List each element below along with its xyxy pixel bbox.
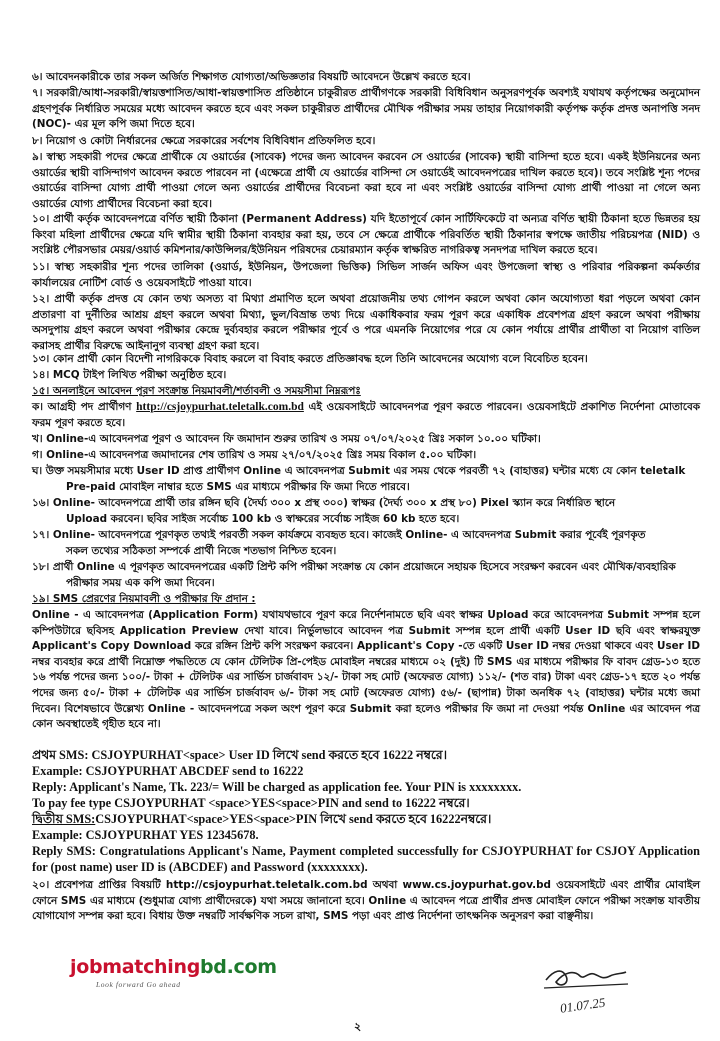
clause-20: ২০। প্রবেশপত্র প্রাপ্তির বিষয়টি http://csjoypurhat.teletalk.com.bd অথবা www.cs.joypurhat.gov.bd ওয়েবসাইটে এবং প্রার্থীর মোবাইল ফোনে SMS এর মাধ্যমে (শুধুমাত্র যোগ্য প্রার্থীদেরকে) যথা সময়ে জানানো হবে। Online এ আবেদন পত্রে প্রার্থীর প্রদত্ত মোবাইল ফোনে পরীক্ষা সংক্রান্ত যাবতীয় যোগাযোগ সম্পন্ন করা হবে। বিধায় উক্ত নম্বরটি সার্বক্ষণিক সচল রাখা, SMS পড়া এবং প্রাপ্ত নির্দেশনা তাৎক্ষনিক অনুসরণ করা বাঞ্ছনীয়। (32, 879, 700, 923)
clause-18: ১৮। প্রার্থী Online এ পূরণকৃত আবেদনপত্রের একটি প্রিন্ট কপি পরীক্ষা সংক্রান্ত যে কোন প্রয়োজনে সহায়ক হিসেবে সংরক্ষণ করবেন এবং মৌখিক/ব্যবহারিক পরীক্ষার সময় এক কপি জমা দিবেন। (32, 561, 676, 589)
clause-16: ১৬। Online- আবেদনপত্রে প্রার্থী তার রঙ্গিন ছবি (দৈর্ঘ্য ৩০০ x প্রস্থ ৩০০) স্বাক্ষর (দৈর্ঘ্য ৩০০ x প্রস্থ ৮০) Pixel স্ক্যান করে নির্ধারিত স্থানে Upload করবেন। ছবির সাইজ সর্বোচ্চ 100 kb ও স্বাক্ষরের সর্বোচ্চ সাইজ 60 kb হতে হবে। (32, 497, 616, 525)
clause-ka-text-b: এই ওয়েবসাইটে আবেদনপত্র পূরণ করতে পারবেন। ওয়েবসাইটে প্রকাশিত নির্দেশনা মোতাবেক ফরম পূরণ করতে হবে। (32, 401, 700, 429)
logo-tagline: Look forward Go ahead (96, 980, 181, 989)
second-sms-text: CSJOYPURHAT<space>YES<space>PIN লিখে send করতে হবে 16222নম্বরে। (95, 812, 492, 826)
signature-date: 01.07.25 (559, 994, 607, 1016)
logo-word-part1: jobmatching (70, 956, 200, 978)
clause-15-gha: ঘ। উক্ত সময়সীমার মধ্যে User ID প্রাপ্ত প্রার্থীগণ Online এ আবেদনপত্র Submit এর সময় থেকে পরবর্তী ৭২ (বাহাত্তর) ঘন্টার মধ্যে যে কোন teletalk Pre-paid মোবাইল নাম্বার হতে SMS এর মাধ্যমে পরীক্ষার ফি জমা দিতে পারবে। (32, 465, 686, 493)
first-sms-instruction: প্রথম SMS: CSJOYPURHAT<space> User ID লিখে send করতে হবে 16222 নম্বরে। (32, 748, 447, 762)
clause-11: ১১। স্বাস্থ্য সহকারীর শূন্য পদের তালিকা (ওয়ার্ড, ইউনিয়ন, উপজেলা ভিত্তিক) সিভিল সার্জন অফিস এবং উপজেলা স্বাস্থ্য ও পরিবার পরিকল্পনা কর্মকর্তার কার্যালয়ের নোটিশ বোর্ড ও ওয়েবসাইটে পাওয়া যাবে। (32, 261, 700, 289)
clause-6: ৬। আবেদনকারীকে তার সকল অর্জিত শিক্ষাগত যোগ্যতা/অভিজ্ঞতার বিষয়টি আবেদনে উল্লেখ করতে হবে। (32, 71, 471, 83)
website-link[interactable]: http://csjoypurhat.teletalk.com.bd (136, 401, 304, 413)
clause-ka-text-a: ক। আগ্রহী পদ প্রার্থীগণ (32, 401, 137, 413)
clause-13: ১৩। কোন প্রার্থী কোন বিদেশী নাগরিককে বিবাহ করলে বা বিবাহ করতে প্রতিজ্ঞাবদ্ধ হলে তিনি আবেদনের অযোগ্য বলে বিবেচিত হবেন। (32, 353, 588, 365)
clause-15-ga: গ। Online-এ আবেদনপত্র জমাদানের শেষ তারিখ ও সময় ২৭/০৭/২০২৫ খ্রিঃ সময় বিকাল ৫.০০ ঘটিকা। (32, 449, 477, 461)
clause-15-kha: খ। Online-এ আবেদনপত্র পূরণ ও আবেদন ফি জমাদান শুরুর তারিখ ও সময় ০৭/০৭/২০২৫ খ্রিঃ সকাল ১০.০০ ঘটিকা। (32, 433, 541, 445)
clause-12: ১২। প্রার্থী কর্তৃক প্রদত্ত যে কোন তথ্য অসত্য বা মিথ্যা প্রমাণিত হলে অথবা প্রয়োজনীয় তথ্য গোপন করলে অথবা কোন অযোগ্যতা ধরা পড়লে অথবা কোন প্রতারণা বা দুর্নীতির আশ্রয় গ্রহণ করলে অথবা মিথ্যা, ভুল/বিভ্রান্ত তথ্য দিয়ে একাধিকবার ফরম পূরণ করে একাধিক প্রবেশপত্র গ্রহণ করলে অথবা পরীক্ষায় অসদুপায় গ্রহণ করলে অথবা পরীক্ষার কেন্দ্রে দুর্ব্যবহার করলে পরীক্ষার পূর্বে ও পরে এমনকি নিয়োগের পরে যে কোন পর্যায়ে প্রার্থীর প্রার্থীতা বা নিয়োগ বাতিল করাসহ প্রার্থীর বিরুদ্ধে আইনানুগ ব্যবস্থা গ্রহণ করা হবে। (32, 293, 700, 352)
clause-15-ka (32, 400, 700, 431)
second-sms-label: দ্বিতীয় SMS: (32, 812, 96, 826)
handwritten-signature (540, 958, 630, 1018)
clause-8: ৮। নিয়োগ ও কোটা নির্ধারনের ক্ষেত্রে সরকারের সর্বশেষ বিধিবিধান প্রতিফলিত হবে। (32, 135, 376, 147)
first-sms-example: Example: CSJOYPURHAT ABCDEF send to 16222 (32, 764, 304, 778)
first-sms-reply: Reply: Applicant's Name, Tk. 223/= Will be charged as application fee. Your PIN is xxxxxxxx. (32, 780, 522, 794)
clause-19-body: Online - এ আবেদনপত্র (Application Form) যথাযথভাবে পূরণ করে নির্দেশনামতে ছবি এবং স্বাক্ষর Upload করে আবেদনপত্র Submit সম্পন্ন হলে কম্পিউটারে ছবিসহ Application Preview দেখা যাবে। নির্ভুলভাবে আবেদন পত্র Submit সম্পন্ন হলে প্রার্থী একটি User ID ছবি এবং স্বাক্ষরযুক্ত Applicant's Copy Download করে রঙ্গিন প্রিন্ট কপি সংরক্ষণ করবেন। Applicant's Copy -তে একটি User ID নম্বর দেওয়া থাকবে এবং User ID নম্বর ব্যবহার করে প্রার্থী নিম্নোক্ত পদ্ধতিতে যে কোন টেলিটক প্রি-পেইড মোবাইল নম্বরের মাধ্যমে ০২ (দুই) টি SMS এর মাধ্যমে পরীক্ষার ফি বাবদ গ্রেড-১৩ হতে ১৬ পর্যন্ত পদের জন্য ১০০/- টাকা + টেলিটক এর সার্ভিস চার্জবাবদ ১২/- টাকা সহ মোট (অফেরত যোগ্য) ১১২/- (শত বার) টাকা এবং গ্রেড-১৭ হতে ২০ পর্যন্ত পদের জন্য ৫০/- টাকা + টেলিটক এর সার্ভিস চার্জবাবদ ৬/- টাকা সহ মোট (অফেরত যোগ্য) ৫৬/- (ছাপান্ন) টাকা অনধিক ৭২ (বাহাত্তর) ঘন্টার মধ্যে জমা দিবেন। বিশেষভাবে উল্লেখ্য Online - আবেদনপত্রে সকল অংশ পূরণ করে Submit করা হলেও পরীক্ষার ফি জমা না দেওয়া পর্যন্ত Online এর আবেদন পত্র কোন অবস্থাতেই গৃহীত হবে না। (32, 609, 700, 731)
second-sms-instruction (32, 812, 700, 828)
clause-14: ১৪। MCQ টাইপ লিখিত পরীক্ষা অনুষ্ঠিত হবে। (32, 369, 227, 381)
clause-17: ১৭। Online- আবেদনপত্রে পূরণকৃত তথ্যই পরবর্তী সকল কার্যক্রমে ব্যবহৃত হবে। কাজেই Online- এ আবেদনপত্র Submit করার পূর্বেই পূরণকৃত সকল তথ্যের সঠিকতা সম্পর্কে প্রার্থী নিজে শতভাগ নিশ্চিত হবেন। (32, 529, 646, 557)
jobmatchingbd-watermark-logo (70, 956, 280, 996)
second-sms-example: Example: CSJOYPURHAT YES 12345678. (32, 828, 259, 842)
clause-19-heading: ১৯। SMS প্রেরণের নিয়মাবলী ও পরীক্ষার ফি প্রদান : (32, 593, 256, 605)
logo-word-part2: bd.com (200, 956, 277, 978)
fee-payment-instruction: To pay fee type CSJOYPURHAT <space>YES<space>PIN and send to 16222 নম্বরে। (32, 796, 470, 810)
clause-10: ১০। প্রার্থী কর্তৃক আবেদনপত্রে বর্ণিত স্থায়ী ঠিকানা (Permanent Address) যদি ইতোপূর্বে কোন সার্টিফিকেটে বা অন্যত্র বর্ণিত স্থায়ী ঠিকানা হতে ভিন্নতর হয় কিংবা মহিলা প্রার্থীদের ক্ষেত্রে যদি স্বামীর স্থায়ী ঠিকানা ব্যবহার করা হয়, তবে সে ক্ষেত্রে প্রার্থীকে পরিবর্তিত স্থায়ী ঠিকানার স্বপক্ষে জাতীয় পরিচয়পত্র (NID) ও সংশ্লিষ্ট পৌরসভার মেয়র/ওয়ার্ড কমিশনার/কাউন্সিলর/ইউনিয়ন পরিষদের চেয়ারম্যান কর্তৃক স্বাক্ষরিত নাগরিকত্ব সনদপত্র দাখিল করতে হবে। (32, 213, 700, 257)
page-number: ২ (354, 1020, 362, 1033)
clause-7: ৭। সরকারী/আধা-সরকারী/স্বায়ত্তশাসিত/আধা-স্বায়ত্তশাসিত প্রতিষ্ঠানে চাকুরীরত প্রার্থীগণকে সরকারী বিধিবিধান অনুসরণপূর্বক অবশ্যই যথাযথ কর্তৃপক্ষের অনুমোদন গ্রহণপূর্বক নির্ধারিত সময়ের মধ্যে আবেদন করতে হবে এবং সকল চাকুরীরত প্রার্থীদের মৌখিক পরীক্ষার সময় তাহার নিয়োগকারী কর্তৃপক্ষ কর্তৃক প্রদত্ত অনাপত্তি সনদ (NOC)- এর মূল কপি জমা দিতে হবে। (32, 87, 700, 131)
clause-9: ৯। স্বাস্থ্য সহকারী পদের ক্ষেত্রে প্রার্থীকে যে ওয়ার্ডের (সাবেক) পদের জন্য আবেদন করবেন সে ওয়ার্ডের (সাবেক) স্থায়ী বাসিন্দা হতে হবে। একই ইউনিয়নের অন্য ওয়ার্ডের স্থায়ী বাসিন্দাগণ আবেদন করতে পারবেন না (এক্ষেত্রে প্রার্থী যে ওয়ার্ডের বাসিন্দা সে ওয়ার্ডেই আবেদনপত্রের দাখিল করতে হবে)। তবে সংশ্লিষ্ট শূন্য পদের ওয়ার্ডের বাসিন্দা যোগ্য প্রার্থী পাওয়া গেলে অন্য ওয়ার্ডের প্রার্থীদের বিবেচনা করা হবে না এবং সংশ্লিষ্ট ওয়ার্ডের বাসিন্দা যোগ্য প্রার্থী পাওয়া না গেলে অন্য ওয়ার্ডের যোগ্য প্রার্থীদের বিবেচনা করা হবে। (32, 151, 700, 210)
second-sms-reply: Reply SMS: Congratulations Applicant's Name, Payment completed successfully for CSJOYPURHAT for CSJOY Application for (post name) user ID is (ABCDEF) and Password (xxxxxxxx). (32, 844, 700, 874)
clause-15-heading: ১৫। অনলাইনে আবেদন পূরণ সংক্রান্ত নিয়মাবলী/শর্তাবলী ও সময়সীমা নিম্নরূপঃ (32, 385, 361, 397)
